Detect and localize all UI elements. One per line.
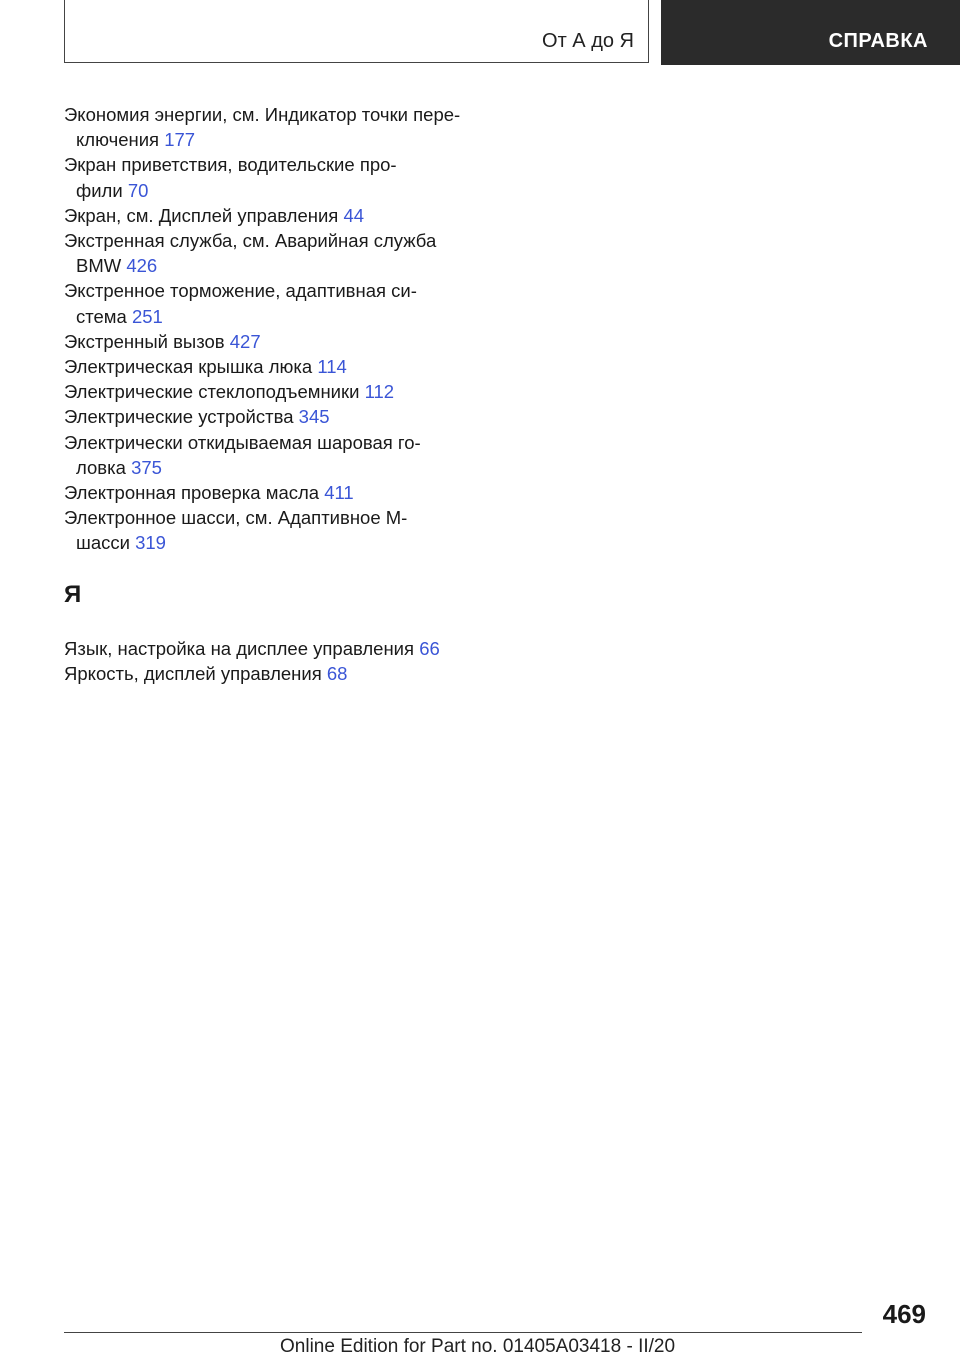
index-entry: [64, 505, 494, 555]
index-entry-text: Экономия энергии, см. Индикатор точки пере-: [64, 104, 461, 125]
index-entry-text: Экстренное торможение, адаптивная си-: [64, 280, 417, 302]
index-group-e: [64, 102, 494, 556]
index-group-ya: [64, 636, 494, 686]
index-entry: [64, 203, 494, 228]
index-entry-text: Электрически откидываемая шаровая го-: [64, 431, 421, 453]
index-page-link[interactable]: 411: [324, 482, 354, 504]
index-entry-text: Экран приветствия, водительские про-: [64, 154, 397, 176]
header-section-box: [64, 0, 649, 63]
index-entry: [64, 430, 494, 480]
index-entry: [64, 636, 494, 661]
index-entry-continuation: шасси: [76, 532, 130, 554]
index-entry-text: Экстренный вызов: [64, 330, 225, 352]
index-entry-text: Электрические стеклоподъемники: [64, 381, 360, 403]
index-page-link[interactable]: 375: [131, 456, 162, 478]
index-entry: [64, 102, 494, 152]
header-chapter-tab[interactable]: [661, 0, 960, 65]
index-entry: [64, 354, 494, 379]
footer-divider: [64, 1332, 862, 1333]
footer-edition: Online Edition for Part no. 01405A03418 - II/20: [280, 1336, 676, 1357]
index-page-link[interactable]: 426: [126, 255, 158, 277]
index-entry: [64, 228, 494, 278]
index-page-link[interactable]: 177: [164, 129, 196, 151]
index-page-link[interactable]: 345: [298, 406, 330, 428]
index-entry-text: Электрическая крышка люка: [64, 356, 313, 378]
index-entry-continuation: ловка: [76, 456, 126, 478]
index-entry-text: Электронная проверка масла: [64, 482, 320, 504]
index-entry-text: Экран, см. Дисплей управления: [64, 204, 339, 226]
index-entry-continuation: стема: [76, 305, 127, 327]
index-page-link[interactable]: 44: [343, 204, 365, 226]
index-letter-heading: Я: [64, 580, 82, 608]
header-chapter-title: СПРАВКА: [828, 30, 928, 52]
index-entry: [64, 278, 494, 328]
page-number: 469: [882, 1299, 926, 1329]
index-entry-continuation: фили: [76, 179, 123, 201]
index-entry-continuation: BMW: [76, 255, 122, 277]
index-page-link[interactable]: 66: [419, 637, 440, 659]
index-page-link[interactable]: 251: [131, 305, 163, 327]
index-page-link[interactable]: 112: [364, 381, 395, 403]
index-entry: [64, 329, 494, 354]
index-entry: [64, 661, 494, 686]
index-entry: [64, 404, 494, 429]
index-page-link[interactable]: 114: [317, 356, 347, 378]
index-entry-text: Яркость, дисплей управления: [64, 662, 322, 684]
index-entry: [64, 379, 494, 404]
index-entry: [64, 480, 494, 505]
index-page-link[interactable]: 427: [229, 330, 261, 352]
index-list: [64, 102, 494, 686]
header-section-title: От А до Я: [542, 30, 634, 52]
index-entry: [64, 152, 494, 202]
index-page-link[interactable]: 319: [135, 532, 166, 554]
index-page-link[interactable]: 68: [326, 662, 348, 684]
index-entry-continuation: ключения: [76, 129, 160, 151]
index-page-link[interactable]: 70: [127, 179, 149, 201]
index-entry-text: Язык, настройка на дисплее управления: [64, 637, 415, 659]
index-entry-text: Экстренная служба, см. Аварийная служба: [64, 230, 437, 252]
index-entry-text: Электрические устройства: [64, 406, 294, 428]
index-entry-text: Электронное шасси, см. Адаптивное M-: [64, 507, 408, 529]
